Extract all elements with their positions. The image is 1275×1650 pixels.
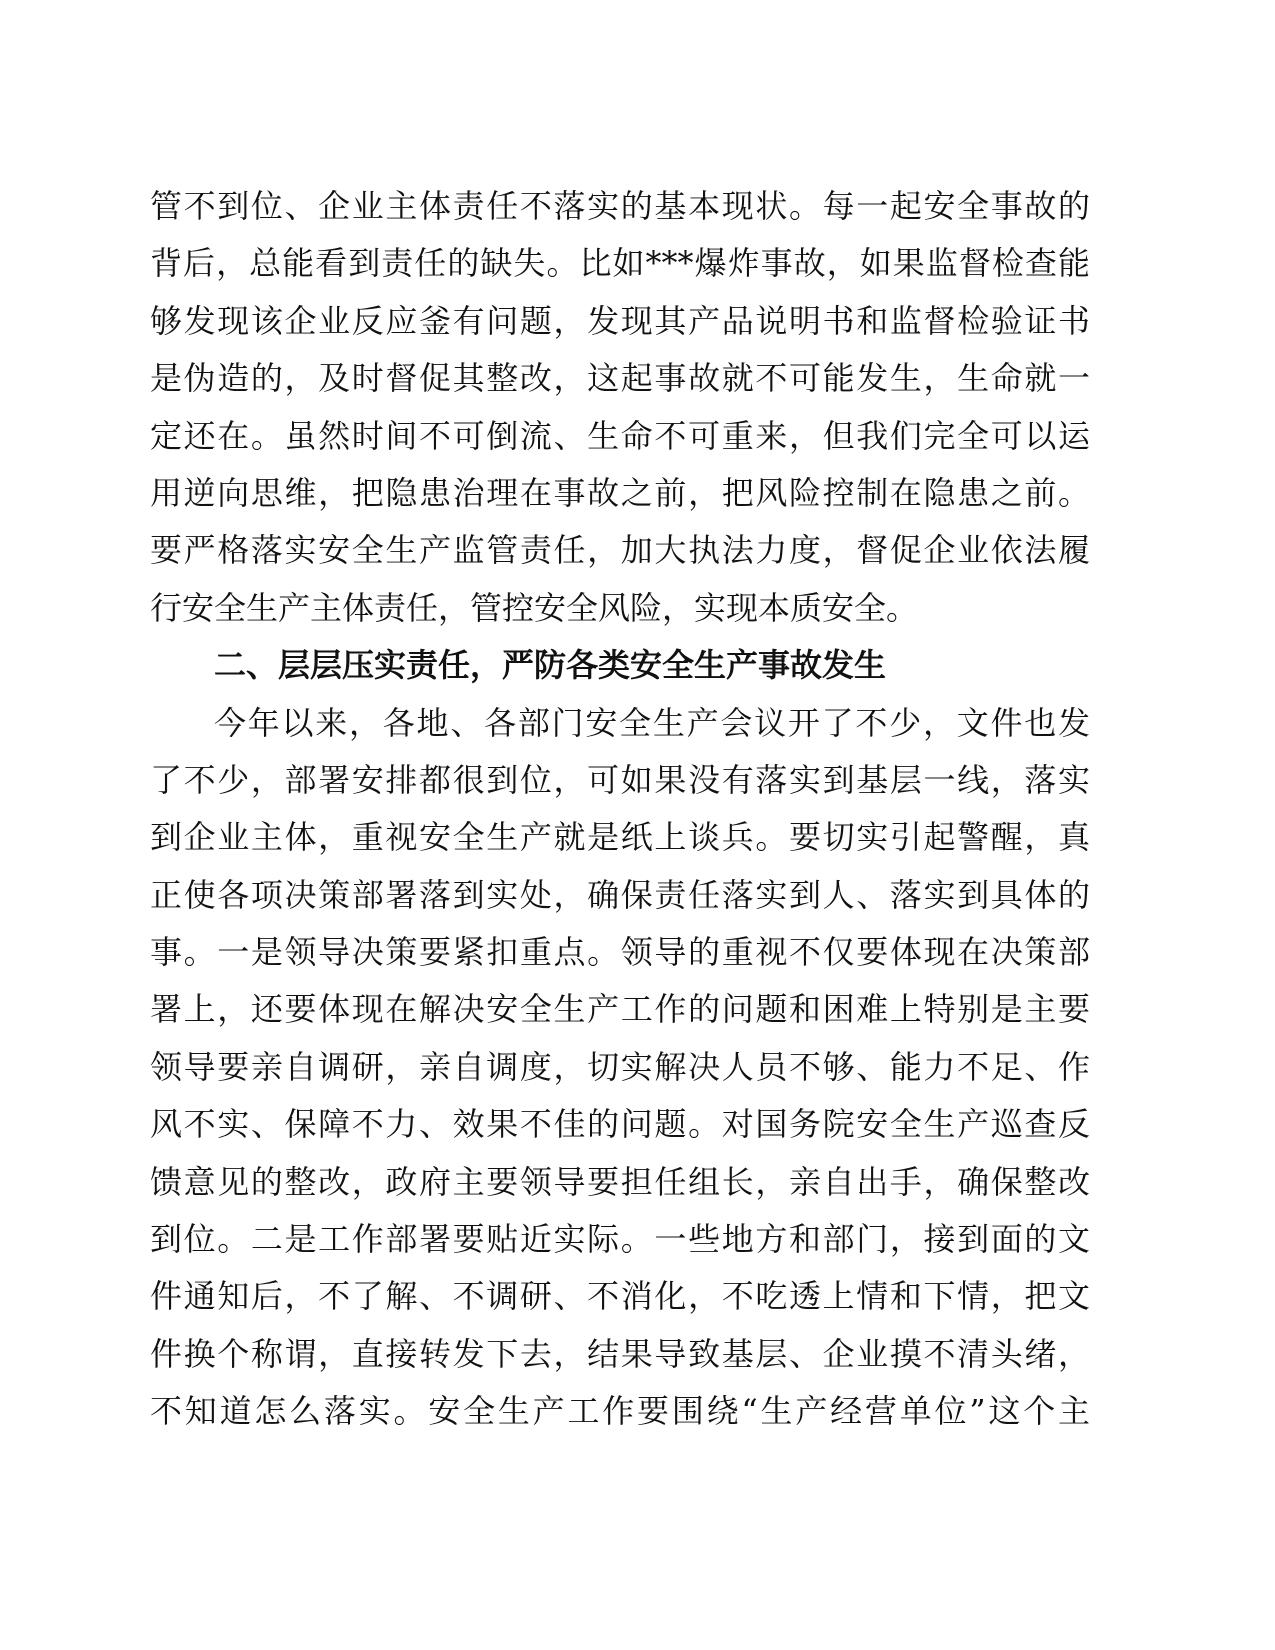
- text-line: 定还在。虽然时间不可倒流、生命不可重来，但我们完全可以运: [150, 416, 1090, 455]
- paragraph-1: [150, 178, 1090, 637]
- text-line: 是伪造的，及时督促其整改，这起事故就不可能发生，生命就一: [150, 359, 1090, 398]
- paragraph-2: [150, 695, 1090, 1441]
- document-body: [150, 178, 1090, 1441]
- text-line: 正使各项决策部署落到实处，确保责任落实到人、落实到具体的: [150, 875, 1090, 914]
- text-line: 了不少，部署安排都很到位，可如果没有落实到基层一线，落实: [150, 760, 1090, 799]
- text-line: 件通知后，不了解、不调研、不消化，不吃透上情和下情，把文: [150, 1277, 1090, 1316]
- text-line: 今年以来，各地、各部门安全生产会议开了不少，文件也发: [214, 703, 1090, 742]
- text-line: 不知道怎么落实。安全生产工作要围绕“生产经营单位”这个主: [150, 1392, 1090, 1431]
- text-line: 到企业主体，重视安全生产就是纸上谈兵。要切实引起警醒，真: [150, 818, 1090, 857]
- text-line: 领导要亲自调研，亲自调度，切实解决人员不够、能力不足、作: [150, 1047, 1090, 1086]
- text-line: 署上，还要体现在解决安全生产工作的问题和困难上特别是主要: [150, 990, 1090, 1029]
- text-line: 事。一是领导决策要紧扣重点。领导的重视不仅要体现在决策部: [150, 933, 1090, 972]
- text-line: 风不实、保障不力、效果不佳的问题。对国务院安全生产巡查反: [150, 1105, 1090, 1144]
- text-line: 背后，总能看到责任的缺失。比如***爆炸事故，如果监督检查能: [150, 244, 1090, 283]
- text-line: 用逆向思维，把隐患治理在事故之前，把风险控制在隐患之前。: [150, 473, 1090, 512]
- text-line: 馈意见的整改，政府主要领导要担任组长，亲自出手，确保整改: [150, 1162, 1090, 1201]
- text-line: 要严格落实安全生产监管责任，加大执法力度，督促企业依法履: [150, 531, 1090, 570]
- text-line: 够发现该企业反应釜有问题，发现其产品说明书和监督检验证书: [150, 301, 1090, 340]
- text-line: 行安全生产主体责任，管控安全风险，实现本质安全。: [150, 588, 919, 627]
- text-line: 到位。二是工作部署要贴近实际。一些地方和部门，接到面的文: [150, 1220, 1090, 1259]
- text-line: 管不到位、企业主体责任不落实的基本现状。每一起安全事故的: [150, 187, 1090, 225]
- section-heading: 二、层层压实责任，严防各类安全生产事故发生: [214, 646, 887, 685]
- text-line: 件换个称谓，直接转发下去，结果导致基层、企业摸不清头绪，: [150, 1334, 1090, 1373]
